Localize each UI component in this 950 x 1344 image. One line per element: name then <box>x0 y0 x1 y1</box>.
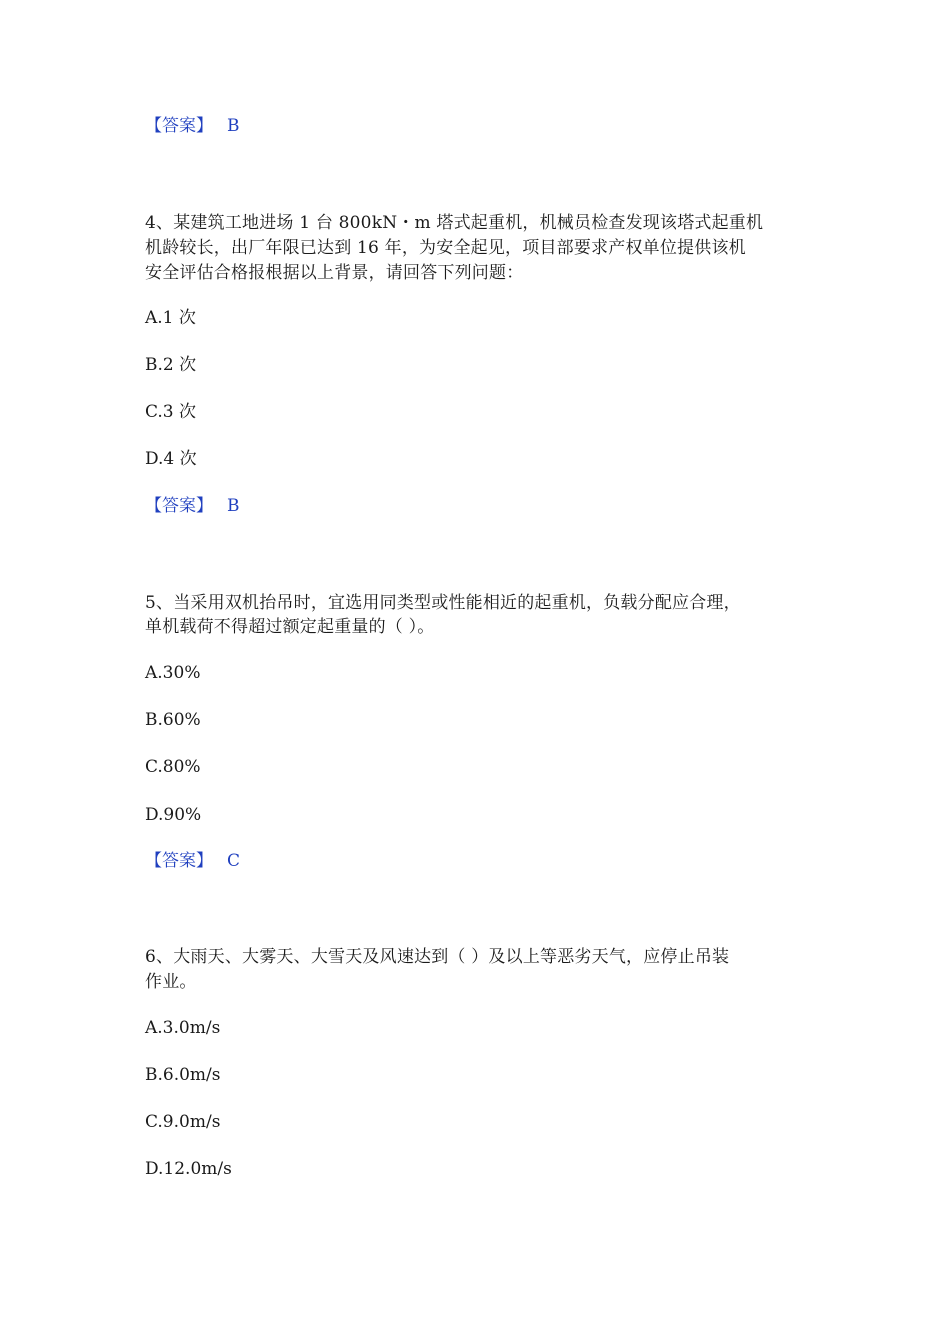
answer-label: 【答案】 <box>145 116 213 136</box>
question-4-option-a: A.1 次 <box>145 308 196 328</box>
question-6-option-b: B.6.0m/s <box>145 1065 221 1085</box>
answer-row <box>145 851 240 871</box>
answer-label: 【答案】 <box>145 851 213 871</box>
question-4-option-b: B.2 次 <box>145 355 197 375</box>
question-6-line-2: 作业。 <box>145 972 197 992</box>
question-6-option-c: C.9.0m/s <box>145 1112 221 1132</box>
answer-row <box>145 116 240 136</box>
question-4-line-1: 4、某建筑工地进场 1 台 800kN・m 塔式起重机，机械员检查发现该塔式起重机 <box>145 213 764 233</box>
answer-label: 【答案】 <box>145 496 213 516</box>
question-5-line-1: 5、当采用双机抬吊时，宜选用同类型或性能相近的起重机，负载分配应合理， <box>145 593 741 613</box>
question-4-option-d: D.4 次 <box>145 449 197 469</box>
answer-value: C <box>227 851 241 871</box>
question-5-option-d: D.90% <box>145 805 202 825</box>
question-5-line-2: 单机载荷不得超过额定起重量的（ ）。 <box>145 617 435 637</box>
question-4-line-3: 安全评估合格报根据以上背景，请回答下列问题： <box>145 263 524 283</box>
question-6-option-a: A.3.0m/s <box>145 1018 221 1038</box>
question-5-option-a: A.30% <box>145 663 201 683</box>
answer-value: B <box>227 496 240 516</box>
question-5-option-c: C.80% <box>145 757 201 777</box>
answer-value: B <box>227 116 240 136</box>
question-4-option-c: C.3 次 <box>145 402 197 422</box>
answer-row <box>145 496 240 516</box>
question-5-option-b: B.60% <box>145 710 201 730</box>
question-4-line-2: 机龄较长，出厂年限已达到 16 年，为安全起见，项目部要求产权单位提供该机 <box>145 238 746 258</box>
question-6-line-1: 6、大雨天、大雾天、大雪天及风速达到（ ）及以上等恶劣天气，应停止吊装 <box>145 947 730 967</box>
question-6-option-d: D.12.0m/s <box>145 1159 232 1179</box>
